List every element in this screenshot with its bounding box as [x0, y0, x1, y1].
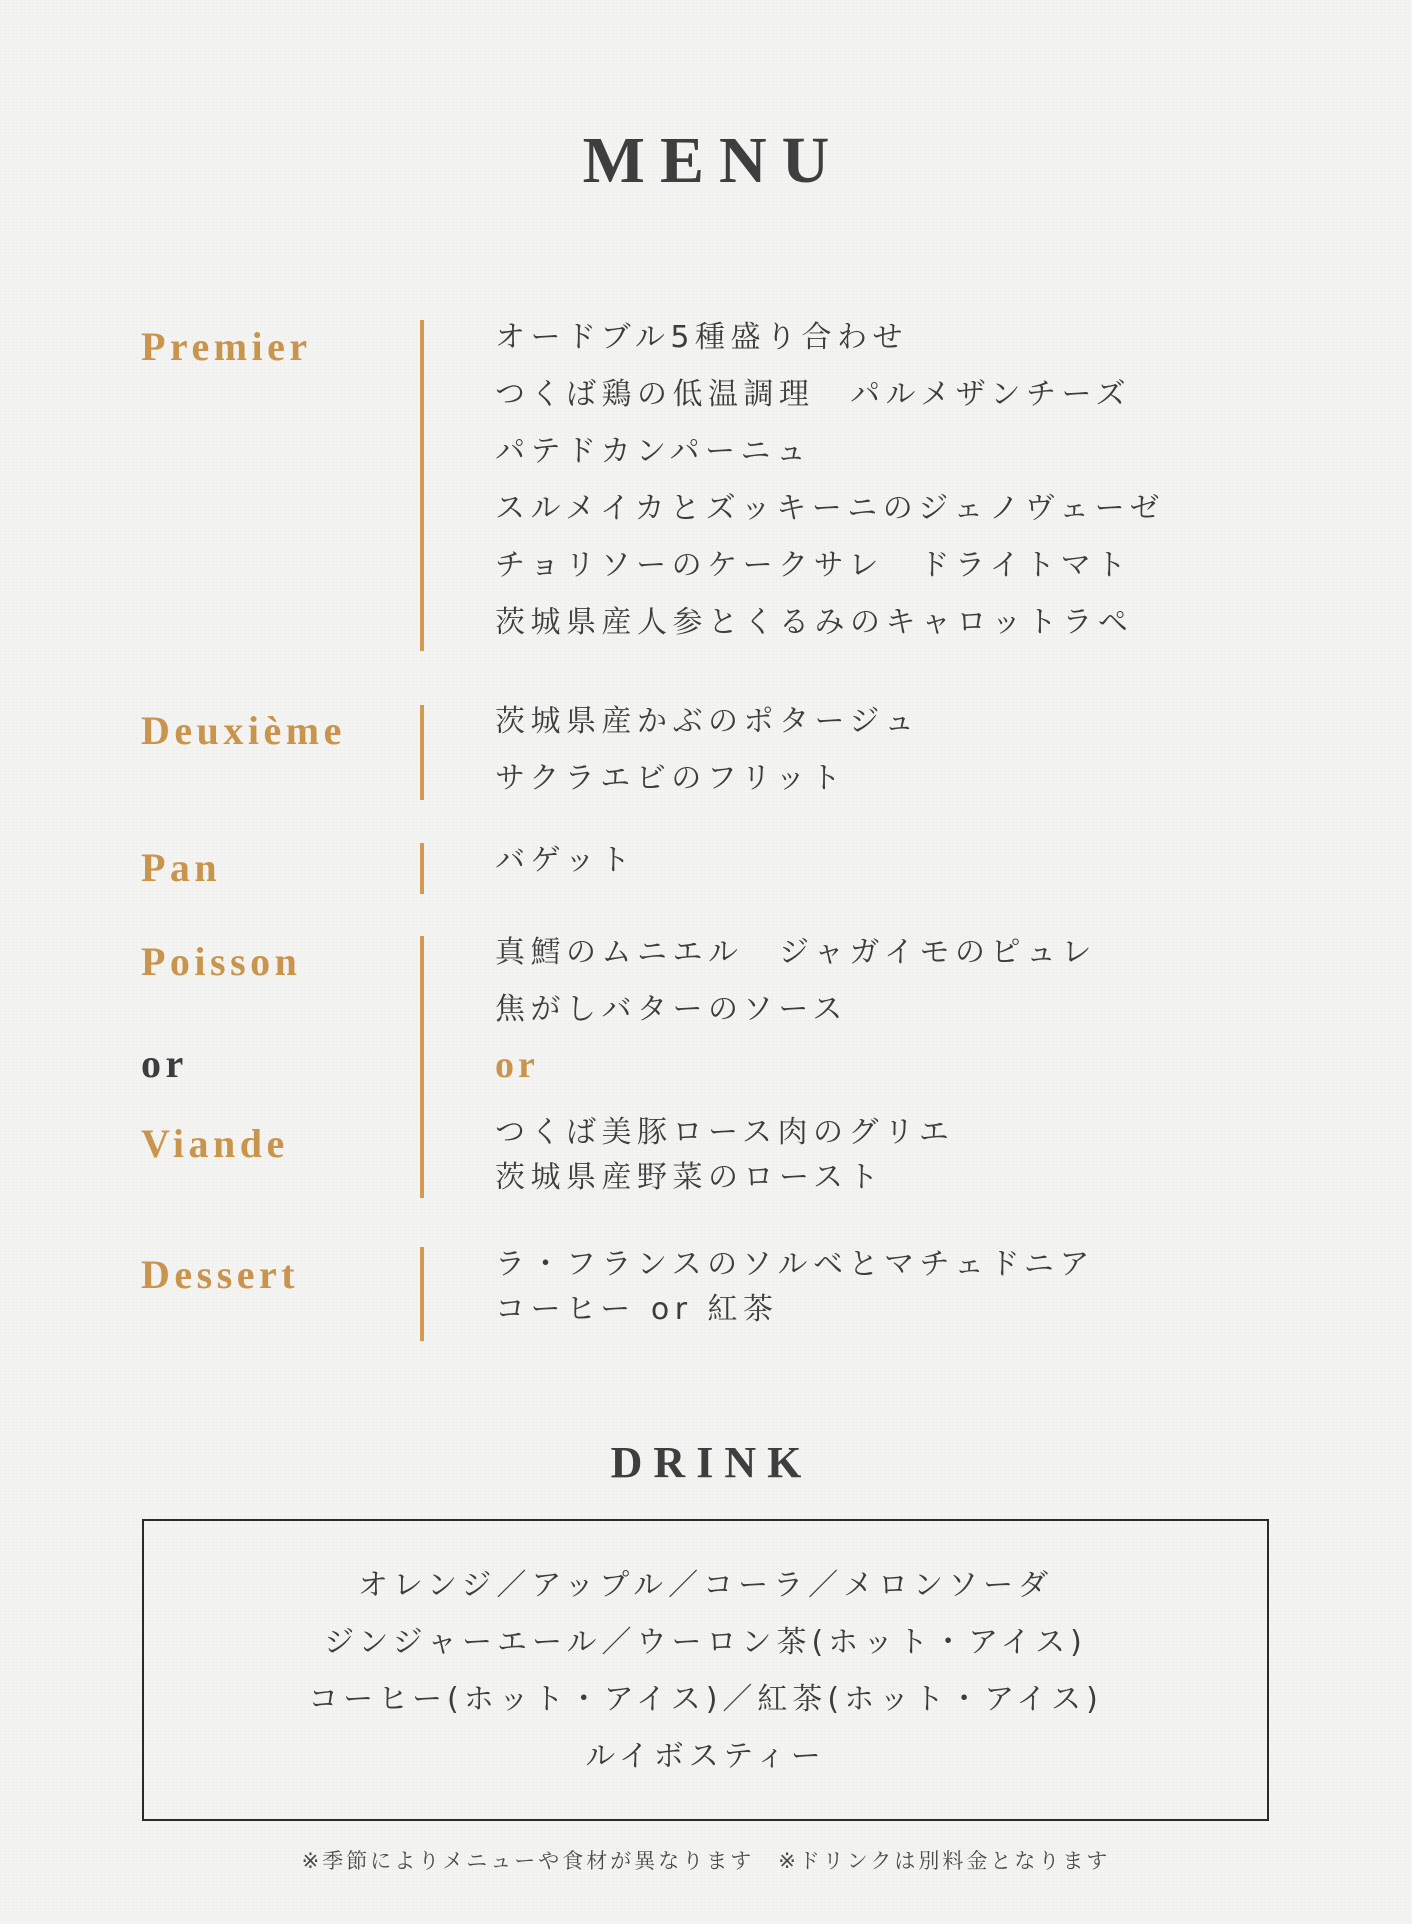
drink-title: DRINK — [610, 1438, 813, 1487]
footnote: ※季節によりメニューや食材が異なります ※ドリンクは別料金となります — [301, 1849, 1111, 1873]
menu-item: パテドカンパーニュ — [495, 434, 812, 469]
course-label-or: or — [141, 1041, 188, 1086]
drink-line: ルイボスティー — [585, 1739, 826, 1774]
course-divider — [420, 320, 424, 651]
course-label-premier: Premier — [141, 324, 312, 369]
menu-item: スルメイカとズッキーニのジェノヴェーゼ — [495, 491, 1165, 526]
drink-line: ジンジャーエール／ウーロン茶(ホット・アイス) — [324, 1625, 1087, 1660]
course-divider — [420, 705, 424, 800]
menu-item: つくば鶏の低温調理 パルメザンチーズ — [495, 377, 1131, 412]
course-label-deuxieme: Deuxième — [141, 708, 346, 753]
course-divider — [420, 843, 424, 894]
course-label-poisson: Poisson — [141, 939, 302, 984]
course-divider — [420, 936, 424, 1198]
menu-item: 茨城県産野菜のロースト — [495, 1160, 884, 1195]
menu-title: MENU — [582, 124, 845, 197]
drink-box — [142, 1519, 1269, 1821]
drink-line: コーヒー(ホット・アイス)／紅茶(ホット・アイス) — [308, 1682, 1103, 1717]
course-label-dessert: Dessert — [141, 1252, 300, 1297]
menu-item: 茨城県産人参とくるみのキャロットラペ — [495, 605, 1134, 640]
menu-item: 茨城県産かぶのポタージュ — [495, 704, 920, 739]
menu-item: ラ・フランスのソルベとマチェドニア — [495, 1247, 1095, 1282]
course-divider — [420, 1247, 424, 1341]
course-label-pan: Pan — [141, 845, 222, 890]
menu-item: 焦がしバターのソース — [495, 992, 848, 1027]
or-separator: or — [495, 1044, 539, 1086]
menu-item: 真鱈のムニエル ジャガイモのピュレ — [495, 935, 1097, 970]
menu-item: サクラエビのフリット — [495, 761, 847, 796]
menu-item: バゲット — [495, 843, 636, 878]
menu-item: コーヒー or 紅茶 — [495, 1292, 779, 1327]
drink-line: オレンジ／アップル／コーラ／メロンソーダ — [357, 1568, 1054, 1603]
menu-item: オードブル5種盛り合わせ — [495, 320, 908, 355]
course-label-viande: Viande — [141, 1121, 289, 1166]
menu-item: チョリソーのケークサレ ドライトマト — [495, 548, 1132, 583]
menu-item: つくば美豚ロース肉のグリエ — [495, 1115, 955, 1150]
